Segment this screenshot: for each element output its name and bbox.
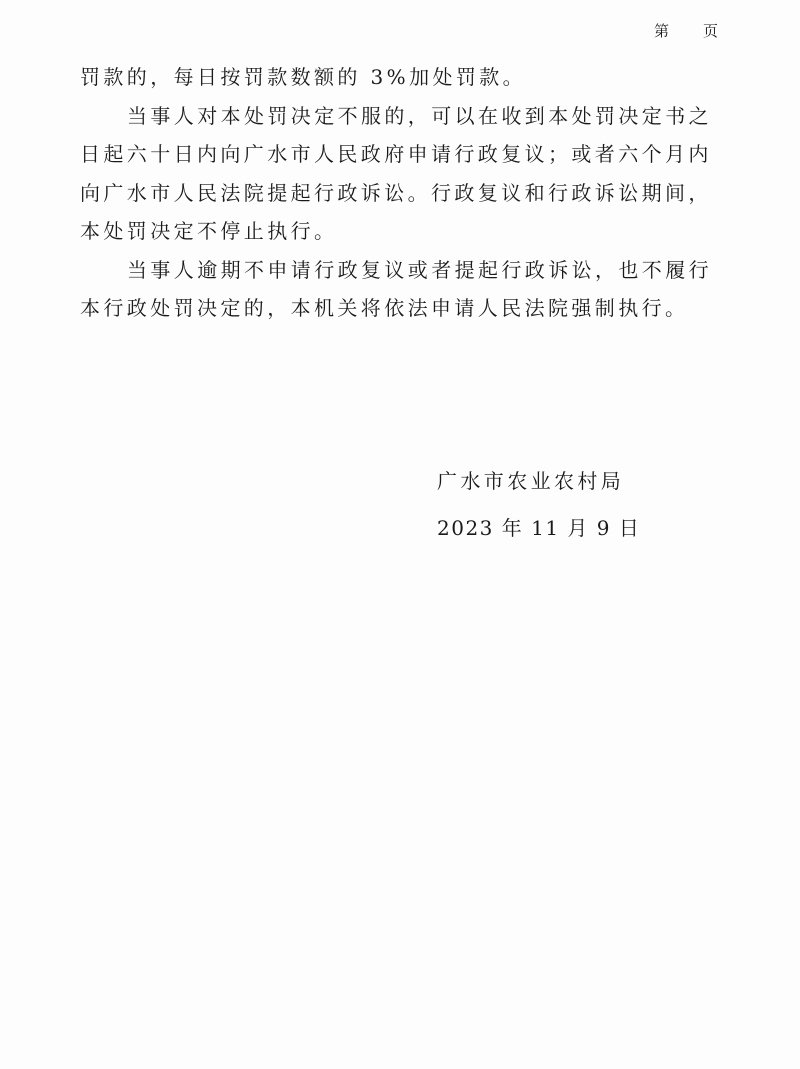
page-label-di: 第 <box>653 22 669 40</box>
paragraph-fine-continuation: 罚款的，每日按罚款数额的 3%加处罚款。 <box>80 65 527 89</box>
paragraph-appeal-rights: 当事人对本处罚决定不服的，可以在收到本处罚决定书之日起六十日内向广水市人民政府申请行政复议；或者六个月内向广水市人民法院提起行政诉讼。行政复议和行政诉讼期间，本处罚决定不停止执行。 <box>80 103 712 243</box>
page-label-ye: 页 <box>702 22 718 40</box>
document-body <box>80 58 720 328</box>
signature-block <box>437 462 640 547</box>
paragraph-enforcement: 当事人逾期不申请行政复议或者提起行政诉讼，也不履行本行政处罚决定的，本机关将依法申请人民法院强制执行。 <box>80 257 712 320</box>
page-number-header <box>654 20 718 41</box>
issuing-organization: 广水市农业农村局 <box>437 469 625 493</box>
issue-date: 2023 年 11 月 9 日 <box>437 516 641 540</box>
